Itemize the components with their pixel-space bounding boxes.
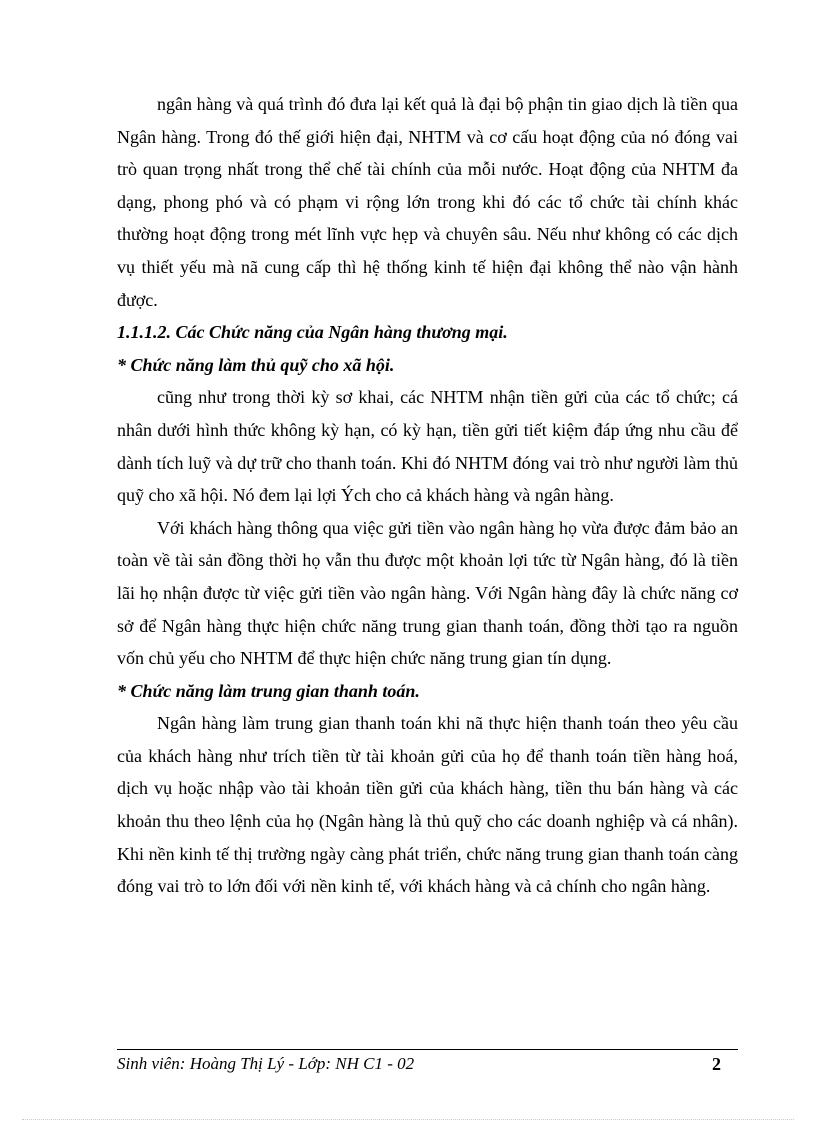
page-bottom-edge bbox=[22, 1119, 794, 1120]
section-heading: 1.1.1.2. Các Chức năng của Ngân hàng thương mại. bbox=[117, 322, 508, 343]
subsection-heading-treasurer: * Chức năng làm thủ quỹ cho xã hội. bbox=[117, 354, 395, 375]
footer-divider bbox=[117, 1049, 738, 1050]
paragraph-deposits: cũng như trong thời kỳ sơ khai, các NHTM nhận tiền gửi của các tổ chức; cá nhân dưới hình thức không kỳ hạn, có kỳ hạn, tiền gửi tiết kiệm đáp ứng nhu cầu để dành tích luỹ và dự trữ cho thanh toán. Khi đó NHTM đóng vai trò như người làm thủ quỹ cho xã hội. Nó đem lại lợi Ých cho cả khách hàng và ngân hàng. bbox=[117, 387, 738, 506]
subsection-heading-payment: * Chức năng làm trung gian thanh toán. bbox=[117, 680, 420, 701]
page-number: 2 bbox=[712, 1054, 721, 1074]
paragraph-payment-intermediary: Ngân hàng làm trung gian thanh toán khi nã thực hiện thanh toán theo yêu cầu của khách hàng như trích tiền từ tài khoản gửi của họ để thanh toán tiền hàng hoá, dịch vụ hoặc nhập vào tài khoản tiền gửi của khách hàng, tiền thu bán hàng và các khoản thu theo lệnh của họ (Ngân hàng là thủ quỹ cho các doanh nghiệp và cá nhân). Khi nền kinh tế thị trường ngày càng phát triển, chức năng trung gian thanh toán càng đóng vai trò to lớn đối với nền kinh tế, với khách hàng và cả chính cho ngân hàng. bbox=[117, 713, 738, 897]
paragraph-intro: ngân hàng và quá trình đó đưa lại kết quả là đại bộ phận tin giao dịch là tiền qua Ngân hàng. Trong đó thế giới hiện đại, NHTM và cơ cấu hoạt động của nó đóng vai trò quan trọng nhất trong thể chế tài chính của mỗi nước. Hoạt động của NHTM đa dạng, phong phó và có phạm vi rộng lớn trong khi đó các tổ chức tài chính khác thường hoạt động trong mét lĩnh vực hẹp và chuyên sâu. Nếu như không có các dịch vụ thiết yếu mà nã cung cấp thì hệ thống kinh tế hiện đại không thể nào vận hành được. bbox=[117, 94, 738, 310]
footer-student-info: Sinh viên: Hoàng Thị Lý - Lớp: NH C1 - 02 bbox=[117, 1054, 415, 1073]
paragraph-customer-benefit: Với khách hàng thông qua việc gửi tiền vào ngân hàng họ vừa được đảm bảo an toàn về tài sản đồng thời họ vẫn thu được một khoản lợi tức từ Ngân hàng, đó là tiền lãi họ nhận được từ việc gửi tiền vào ngân hàng. Với Ngân hàng đây là chức năng cơ sở để Ngân hàng thực hiện chức năng trung gian thanh toán, đồng thời tạo ra nguồn vốn chủ yếu cho NHTM để thực hiện chức năng trung gian tín dụng. bbox=[117, 517, 738, 669]
document-body bbox=[117, 88, 738, 903]
